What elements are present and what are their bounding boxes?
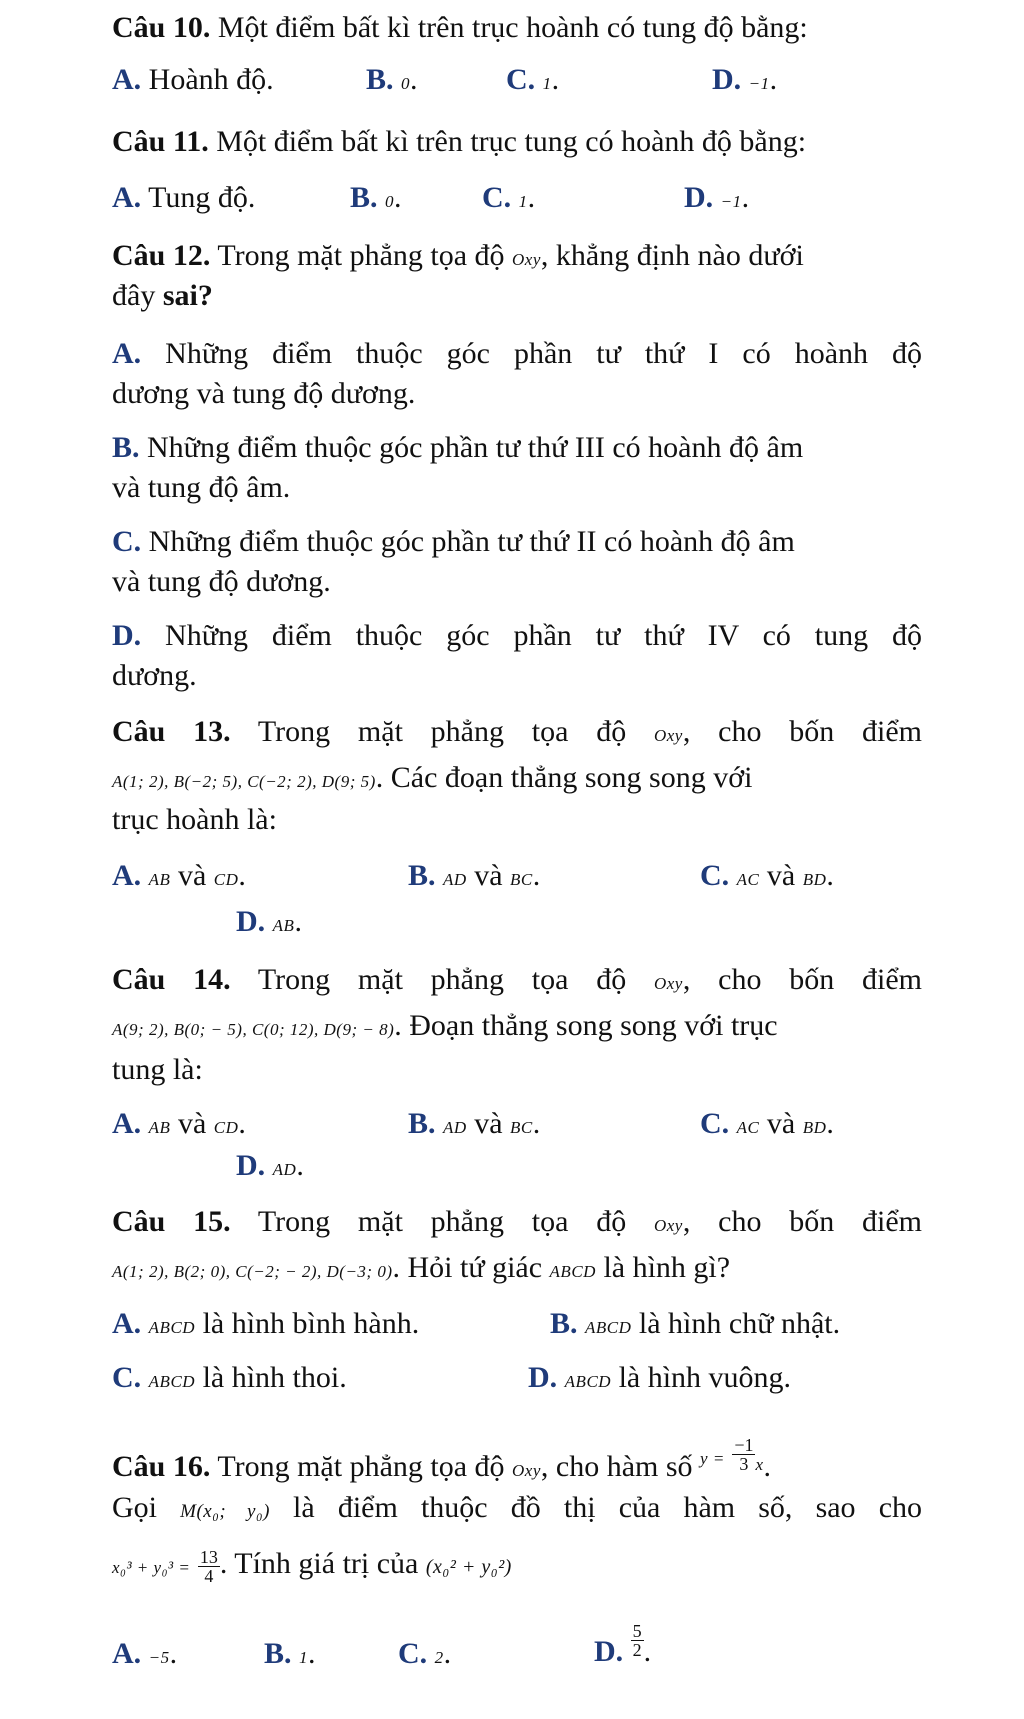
q16-option-a[interactable]: [112, 1634, 177, 1678]
option-fraction: [631, 1622, 644, 1659]
option-label: A.: [112, 181, 142, 214]
option-math: 2: [434, 1648, 444, 1667]
function-variable: x: [755, 1455, 764, 1474]
question-12-line-2: [112, 276, 922, 316]
q10-option-c[interactable]: [506, 60, 559, 104]
option-label: B.: [550, 1307, 578, 1340]
option-label: C.: [482, 181, 512, 214]
question-13-line-2: [112, 758, 922, 802]
question-text: , cho bốn điểm: [682, 963, 922, 996]
option-math: AC: [736, 870, 760, 889]
question-text: . Hỏi tứ giác: [392, 1251, 550, 1284]
option-text: và: [170, 1107, 214, 1140]
q12-option-a-line-2: [112, 374, 922, 414]
q15-option-b[interactable]: [550, 1304, 840, 1348]
oxy-math: Oxy: [512, 250, 541, 269]
q16-option-c[interactable]: [398, 1634, 451, 1678]
q15-option-d[interactable]: [528, 1358, 791, 1402]
q14-option-a[interactable]: [112, 1104, 246, 1148]
q12-option-d[interactable]: [112, 616, 922, 656]
option-math: AC: [736, 1118, 760, 1137]
q11-option-d[interactable]: [684, 178, 749, 222]
q13-option-b[interactable]: [408, 856, 540, 900]
option-math: 1: [518, 192, 528, 211]
q12-option-b-line-2: [112, 468, 922, 508]
q16-option-b[interactable]: [264, 1634, 316, 1678]
option-math: CD: [213, 1118, 239, 1137]
function-fraction: [732, 1436, 755, 1473]
option-math: ABCD: [148, 1318, 196, 1337]
option-label: C.: [700, 859, 730, 892]
question-11: [112, 122, 922, 162]
points-math: A(9; 2), B(0; − 5), C(0; 12), D(9; − 8): [112, 1020, 395, 1039]
option-text: dương.: [112, 659, 197, 692]
option-text: và: [759, 859, 803, 892]
option-tail: .: [394, 181, 402, 214]
option-label: C.: [700, 1107, 730, 1140]
function-lhs: y =: [700, 1449, 725, 1468]
question-12: [112, 236, 922, 280]
option-math: AD: [443, 1118, 467, 1137]
question-text: tung là:: [112, 1053, 203, 1086]
fraction-numerator: −1: [734, 1435, 754, 1455]
q11-option-b[interactable]: [350, 178, 402, 222]
question-text: trục hoành là:: [112, 803, 277, 836]
option-text: dương và tung độ dương.: [112, 377, 416, 410]
question-text: , cho bốn điểm: [682, 715, 922, 748]
option-label: A.: [112, 859, 142, 892]
option-text: là hình vuông.: [611, 1361, 792, 1394]
q13-option-d[interactable]: [236, 902, 302, 946]
option-label: C.: [398, 1637, 428, 1670]
option-text: Hoành độ.: [141, 63, 274, 96]
q11-option-c[interactable]: [482, 178, 535, 222]
question-label: Câu 11.: [112, 125, 209, 158]
q14-option-c[interactable]: [700, 1104, 834, 1148]
question-13-line-3: [112, 800, 922, 840]
oxy-math: Oxy: [512, 1461, 541, 1480]
oxy-math: Oxy: [653, 1216, 683, 1235]
option-math: 1: [299, 1648, 309, 1667]
fraction-denominator: 4: [204, 1565, 214, 1586]
question-14-line-2: [112, 1006, 922, 1050]
option-label: B.: [264, 1637, 292, 1670]
option-math: AD: [272, 1160, 297, 1179]
option-text: và: [170, 859, 214, 892]
question-text: , cho bốn điểm: [682, 1205, 922, 1238]
option-math: AB: [272, 916, 295, 935]
q15-option-a[interactable]: [112, 1304, 419, 1348]
option-label: C.: [112, 525, 142, 558]
question-label: Câu 10.: [112, 11, 211, 44]
option-tail: .: [532, 1107, 541, 1140]
question-text: . Các đoạn thẳng song song với: [375, 761, 753, 794]
option-tail: .: [532, 859, 541, 892]
option-label: B.: [366, 63, 394, 96]
option-math: BC: [510, 870, 533, 889]
question-text: là hình gì?: [595, 1251, 731, 1284]
option-text: Những điểm thuộc góc phần tư thứ II có hoành độ âm: [141, 525, 795, 558]
option-math: −1: [720, 192, 742, 211]
question-text: , cho hàm số: [540, 1450, 701, 1483]
option-label: D.: [684, 181, 714, 214]
question-15: [112, 1202, 922, 1246]
point-math: M(x₀; y₀): [180, 1501, 270, 1522]
option-math: −1: [748, 74, 770, 93]
quad-math: ABCD: [549, 1262, 596, 1281]
condition-fraction: [198, 1548, 220, 1585]
option-label: A.: [112, 337, 142, 370]
points-math: A(1; 2), B(2; 0), C(−2; − 2), D(−3; 0): [112, 1262, 393, 1281]
q12-option-c[interactable]: [112, 522, 922, 562]
option-math: AB: [148, 1118, 171, 1137]
question-text: . Tính giá trị của: [219, 1547, 426, 1580]
option-math: ABCD: [585, 1318, 632, 1337]
question-text: Trong mặt phẳng tọa độ: [210, 1450, 513, 1483]
question-text: Trong mặt phẳng tọa độ: [230, 1205, 654, 1238]
option-tail: .: [308, 1637, 316, 1670]
q13-option-a[interactable]: [112, 856, 246, 900]
question-label: Câu 14.: [112, 963, 231, 996]
q16-option-d[interactable]: [594, 1618, 651, 1672]
option-math: AD: [443, 870, 467, 889]
q12-option-d-line-2: [112, 656, 922, 696]
q10-option-d[interactable]: [712, 60, 777, 104]
question-14: [112, 960, 922, 1004]
q12-option-b[interactable]: [112, 428, 922, 468]
option-text: là hình chữ nhật.: [631, 1307, 841, 1340]
option-label: D.: [236, 905, 266, 938]
question-14-line-3: [112, 1050, 922, 1090]
option-text: Tung độ.: [141, 181, 256, 214]
option-math: 1: [542, 74, 552, 93]
option-tail: .: [643, 1635, 652, 1668]
option-text: Những điểm thuộc góc phần tư thứ III có hoành độ âm: [139, 431, 804, 464]
option-label: D.: [528, 1361, 558, 1394]
fraction-numerator: 13: [199, 1546, 218, 1567]
option-text: Những điểm thuộc góc phần tư thứ I có hoành độ: [141, 337, 922, 370]
question-label: Câu 15.: [112, 1205, 231, 1238]
option-math: BC: [510, 1118, 533, 1137]
option-math: BD: [802, 1118, 827, 1137]
question-text: , khẳng định nào dưới: [540, 239, 804, 272]
q12-option-c-line-2: [112, 562, 922, 602]
option-tail: .: [296, 1149, 304, 1182]
option-tail: .: [294, 905, 302, 938]
fraction-numerator: 5: [632, 1620, 642, 1641]
question-text: Một điểm bất kì trên trục hoành có tung độ bằng:: [210, 11, 808, 44]
option-text: Những điểm thuộc góc phần tư thứ IV có tung độ: [141, 619, 922, 652]
option-math: 0: [385, 192, 395, 211]
oxy-math: Oxy: [653, 726, 683, 745]
option-text: là hình bình hành.: [195, 1307, 420, 1340]
option-label: D.: [112, 619, 142, 652]
option-tail: .: [410, 63, 418, 96]
option-math: AB: [148, 870, 171, 889]
question-text: Một điểm bất kì trên trục tung có hoành độ bằng:: [208, 125, 807, 158]
option-text: và: [466, 1107, 511, 1140]
option-label: A.: [112, 1637, 142, 1670]
fraction-denominator: 2: [632, 1639, 642, 1660]
q13-option-c[interactable]: [700, 856, 834, 900]
question-text: . Đoạn thẳng song song với trục: [394, 1009, 778, 1042]
option-tail: .: [741, 181, 750, 214]
option-label: A.: [112, 1307, 142, 1340]
option-label: B.: [408, 859, 436, 892]
question-text: Trong mặt phẳng tọa độ: [230, 963, 654, 996]
option-text: và tung độ âm.: [112, 471, 291, 504]
question-text: Trong mặt phẳng tọa độ: [210, 239, 513, 272]
option-text: và: [466, 859, 511, 892]
option-math: ABCD: [148, 1372, 196, 1391]
question-text: đây: [112, 279, 163, 312]
option-label: B.: [350, 181, 378, 214]
question-16-line-2: [112, 1488, 922, 1532]
question-label: Câu 12.: [112, 239, 211, 272]
q10-option-b[interactable]: [366, 60, 418, 104]
option-label: D.: [712, 63, 742, 96]
option-tail: .: [169, 1637, 178, 1670]
q11-option-a[interactable]: [112, 178, 255, 218]
question-16: Câu 16. Trong mặt phẳng tọa độ Oxy, cho hàm số $^{y =}$ $\frac{-1}{3}$ $^x$.: [112, 1435, 772, 1483]
expression-math: (x₀² + y₀²): [425, 1556, 512, 1578]
points-math: A(1; 2), B(−2; 5), C(−2; 2), D(9; 5): [112, 772, 376, 791]
option-math: ABCD: [564, 1372, 612, 1391]
q14-option-b[interactable]: [408, 1104, 540, 1148]
option-label: B.: [408, 1107, 436, 1140]
question-10: [112, 8, 922, 48]
option-tail: .: [551, 63, 560, 96]
question-text: là điểm thuộc đồ thị của hàm số, sao cho: [269, 1491, 923, 1524]
question-16-line-3: [112, 1544, 922, 1588]
q10-option-a[interactable]: [112, 60, 274, 100]
condition-lhs: x₀³ + y₀³ =: [112, 1558, 191, 1577]
option-tail: .: [443, 1637, 452, 1670]
option-math: −5: [148, 1648, 170, 1667]
option-math: BD: [802, 870, 827, 889]
question-15-line-2: [112, 1248, 922, 1292]
question-label: Câu 13.: [112, 715, 231, 748]
q14-option-d[interactable]: [236, 1146, 304, 1190]
option-tail: .: [527, 181, 536, 214]
option-label: D.: [594, 1635, 624, 1668]
question-label: Câu 16.: [112, 1450, 211, 1483]
option-math: 0: [401, 74, 411, 93]
fraction-denominator: 3: [739, 1454, 749, 1474]
option-text: và tung độ dương.: [112, 565, 331, 598]
option-tail: .: [238, 859, 246, 892]
q12-option-a[interactable]: [112, 334, 922, 374]
q15-option-c[interactable]: [112, 1358, 347, 1402]
question-13: [112, 712, 922, 756]
option-label: A.: [112, 1107, 142, 1140]
option-tail: .: [826, 1107, 834, 1140]
option-tail: .: [769, 63, 778, 96]
option-label: C.: [112, 1361, 142, 1394]
question-emphasis: sai?: [162, 279, 213, 312]
question-text: Trong mặt phẳng tọa độ: [230, 715, 654, 748]
option-label: B.: [112, 431, 140, 464]
option-text: là hình thoi.: [195, 1361, 347, 1394]
option-label: A.: [112, 63, 142, 96]
option-label: C.: [506, 63, 536, 96]
option-tail: .: [826, 859, 834, 892]
option-text: và: [759, 1107, 803, 1140]
question-text: Gọi: [112, 1491, 181, 1524]
option-label: D.: [236, 1149, 266, 1182]
oxy-math: Oxy: [653, 974, 683, 993]
option-tail: .: [238, 1107, 246, 1140]
option-math: CD: [213, 870, 239, 889]
